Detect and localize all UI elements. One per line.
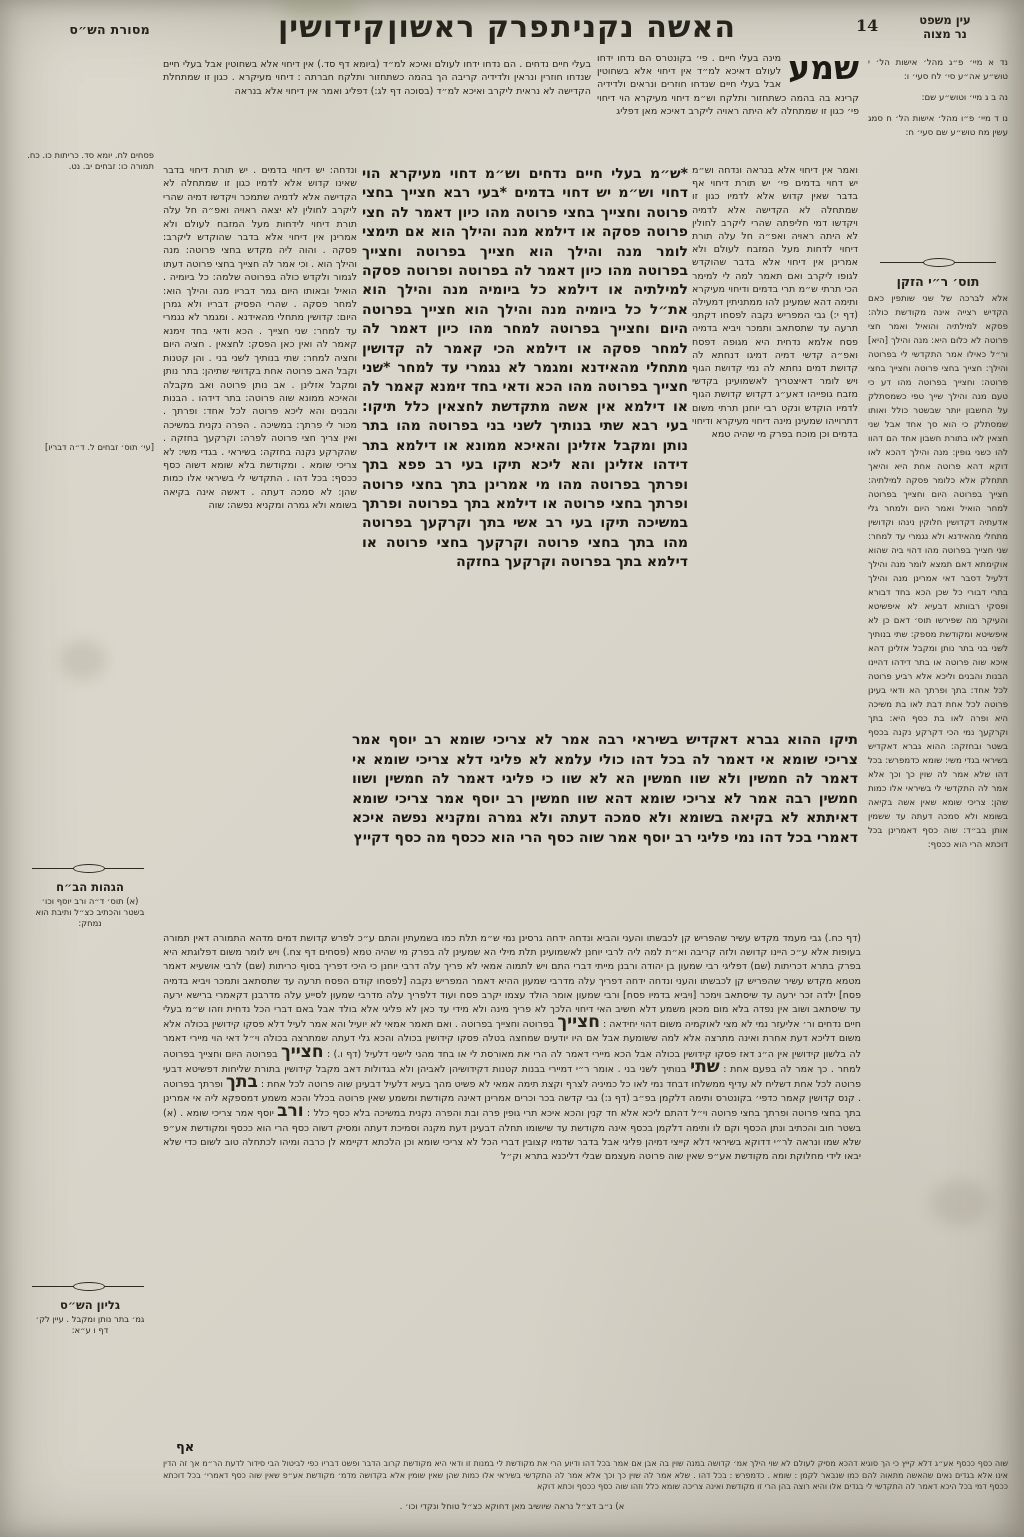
section-divider-ornament — [32, 864, 144, 872]
masoret-hashas-label: מסורת הש״ס — [69, 22, 150, 37]
bottom-overflow-text: שוה כסף ככסף אע״ג דלא קייץ כי הך סוגיא דהכא מסיק לעולם לא שוי הילך אמ׳ קדושה במנה שוין בה אבן אם אמר בכל דהו ודיוע הרי את מקודשת לי במנות זו ודאי היא מקודשת קרוב הדבר ופשט דבריו כפי לביטול הבי סידור לדעת הר״מ אך זה הדין אינו אלא בגדים נאים שהאשה מתאוה להם כמו שנבאר לקמן : שומא . כדמפרש : בכל דהו . שלא אמר לה שוין כך וכך אלא אמר לה התקדשי בשיראי אלו כמות שהן שאין שומין אלא בקדושה מדמ׳ מקודשת אע״פ שאין שוה כסף דאמרי׳ בכל דוכתא ככסף דמי בכל היכא דאמר לה התקדשי לי בגדים אלו והיא רוצה בהן הרי זו מקודשת ואינה צריכה שומא כלל וזהו שוה כסף ככסף וכתא דוקא — [163, 1459, 1008, 1492]
ein-mishpat-label — [893, 13, 997, 41]
title-tractate-part: האשה נקנית — [551, 10, 736, 45]
printer-footnote: א) נ״ב דצ״ל נראה שיושיב מאן דחוקא כצ״ל טוחל ונקדי וכו׳ . — [399, 1502, 625, 1512]
tosafot-rid-text: אלא לברכה של שני שותפין כאם הקדיש רצייה אינה מקודשת כולה: פסקא למילתיה והואיל ואמר חצי פרוטה לא כלום היא: מנה והילך [היא] ור״ל כאילו אמר התקדשי לי בפרוטה והילך: חצייך בחצי פרוטה וחצייך בחצי פרוטה: וחצייך בפרוטה מהו דע כי טעם מנה והילך שייך טפי כשמסתלק על החשבון יותר שבשטר כולל ואותו שמסתלק כי הוא סך אחד אבל שני חצאין לאו בתורת חשבון אחד הם דהוו להו כשני גופין: מנה והילך דהכא לאו דוקא דהא פרוטה אחת היא והיאך תתחלק אלא כלומר פסקה למילתיה: חצייך בפרוטה היום וחצייך בפרוטה למחר הואיל ואמר היום ולמחר גלי אדעתיה דקדושין חלוקין נינהו וקדושין מתחלי מהאידנא ולא נגמרי עד למחר: שני חצייך בפרוטה מהו דהוי ביה שהוא אוקימתא דאם תמצא לומר מנה והילך דלעיל דסבר דאי אמרינן מנה והילך בתרי דבורי כל שכן הכא בחד דבורא ופסקי רבוותא דבעיא לא איפשיטא והעיקר מה שפירשו תוס׳ דאם כן לא איפשיטא ומקודשת מספק: שתי בנותיך לשני בני בתר נותן ומקבל אזלינן דהא איכא שוה פרוטה או בתר דידהו דהיינו הבנות והבנים וליכא אלא רביע פרוטה לכל אחד: בתך ופרתך הא ודאי בעינן פרוטה לכל אחת דבת לאו בת משיכה היא ופרה לאו בת כסף היא: בתך וקרקעך נמי הכי דקרקע נקנה בכסף בשטר ובחזקה: ההוא גברא דאקדיש בשיראי בגדי משי: שומא כדמפרש: בכל דהו שלא אמר לה שוין כך וכך אלא אמר לה התקדשי לי בשיראי אלו כמות שהן: צריכי שומא שאין אשה בקיאה בשומא ולא סמכה דעתה עד ששמין אותן בב״ד: שוה כסף דאמרינן בכל דוכתא הרי הוא ככסף: — [868, 294, 1008, 850]
section-divider-ornament — [32, 1282, 144, 1290]
ein-mishpat-entry: נו ד מיי׳ פ״ו מהל׳ אישות הל׳ ח סמג עשין מח טוש״ע שם סעי׳ ח: — [868, 114, 1008, 138]
tosafot-top-block — [597, 52, 859, 162]
tosafot-bottom-block: (דף כח.) גבי מעמד מקדש עשיר שהפריש קן לכבשתו והעני והביא ונדחה ידחה גרסינן נמי ש״מ תלת כמו בשמעתין והתם ע״כ לפרש קדושת דמים מדהא התמורה דאין תמורה בעופות אלא ע״כ היינו קדושה ולזה קריבה וא״ת למה ליה לרבי יוחנן לאשמועינן תלת מילי הא שמעינן לה בפרק מי שהיה טמא (פסחים דף צח.) ויש לומר משום דפלוגתא היא בפרק בתרא דכריתות (שם) דפליגי רבי שמעון בן יהודה ורבנן מייתי דברי התם ויש לתמוה אמאי לא פריך עלה דרבי יוחנן כי היכי דפריך בסוף כריתות (שם) לרבי אושעיא דאמר מטמא מקדש עשיר שהפריש קן לכבשתו והעני ונדחה ידחה דפריך עלה מדרבי שמעון ההיא דאמר המפריש נקבה [לפסחו קודם הפסח תרעה עד שתסתאב ותמכר ויביא בדמיה פסח] ילדה זכר ירעה עד שיסתאב וימכר [ויביא בדמיו פסח] ורבי שמעון אומר הולד עצמו יקרב פסח ועוד דלפריך עלה מדרבי שמעון לסייע עלה מדרבנן דקאמרי ברישא ירעה עד שיסתאב ושוב אין נפדה בלא מום מכאן משמע דלא חשיב האי דיחוי הלכך לא פריך מינה ולא מידי עד כאן לא פליגי אלא בולד אבל באם דברי הכל נדחית וזהו ש״מ בעלי חיים נדחים ור׳ אליעזר נמי לא מצי לאוקמיה משום דהוי יחידאה : חצייך בפרוטה וחצייך בפרוטה . ואם תאמר אמאי לא יועיל והא אמר לעיל דלא פסקו קידושין בכולה אלא משום דליכא דעת אחרת ואינה מתרצה אלא למה ששומעת אבל אם היו יודעים שמחצה בטלה פסקו קידושין בכולה והכא גלי דעתה שמתרצה בכולה וי״ל דאי הוי מיירי דאמר לה בלשון קידושין אין ה״נ דאז פסקו קידושין בכולה אבל הכא מיירי דאמר לה הרי את מאורסת לי או בחד מהני לישני דלעיל (דף ו.) : חצייך בפרוטה היום וחצייך בפרוטה למחר . כך אמר לה בפעם אחת : שתי בנותיך לשני בני . אומר ר״י דמיירי בבנות קטנות דקידושיהן לאביהן ולא בגדולות דאב מקבל קידושין בתורת שליחות דפשיטא דבעי פרוטה לכל אחת דשליח לא עדיף ממשלחו דבחד נמי לאו כל כמיניה לצרף וקצת תימה אמאי לא פשיט מהך בעיא דלעיל דבעינן שוה פרוטה לכל אחת : בתך ופרתך בפרוטה . קנס קדושין קאמר כדפי׳ בקונטרס ותימה דלקמן בפ״ב (דף נ:) גבי קדשה בכר וכרים אמרינן דאינה מקודשת ומשמע שאין פרוטה בכלל והכא משמע דמספקא ליה אי אמרינן בתך בחצי פרוטה ופרתך בחצי פרוטה וי״ל דהתם ליכא אלא חד קנין והכא איכא תרי גופין פרה ובת והפרה נקנית במשיכה בלא כסף כלל : ורב יוסף אמר צריכי שומא . (א) בשטר חוב והכתיב ונתן הכסף וקם לו ותימה דלקמן בכסף אינה מקודשת עד שישומו תחלה דבעינן דעת מקנה וסמיכת דעתה ומסיק דשוה כסף הרי הוא ככסף ומקודשת אע״פ שלא שמו ונראה לר״י דדוקא בשיראי דלא קייצי דמיהן פליגי אבל בדבר שדמיו קצובין דברי הכל לא צריכי שומא וכן הלכתא דקיימא לן כרבה ומיהו לכתחלה טוב לשום כדי שלא יבאו לידי מחלוקת ומה מקודשת אע״פ שאין שוה פרוטה מעצמם שבלי דליכנא בתרא וק״ל — [163, 933, 861, 1163]
gilyon-hashas-heading: גליון הש״ס — [60, 1298, 120, 1312]
page-title — [278, 10, 736, 45]
hagahot-habach-text: (א) תוס׳ ד״ה ורב יוסף וכו׳ בשטר והכתיב כצ״ל ותיבת הוא נמחק: — [35, 896, 145, 928]
scan-stain — [60, 640, 106, 680]
tosafot-rid-heading: תוס׳ ר״י הזקן — [896, 274, 980, 289]
ein-mishpat-entry: נה ב ג מיי׳ וטוש״ע שם: — [921, 93, 1008, 103]
masoret-gloss-note: [עי׳ תוס׳ זבחים ל. ד״ה דבריו] — [45, 442, 154, 452]
gilyon-hashas-text: גמ׳ בתר נותן ומקבל . עיין לק׳ דף ו ע״א: — [35, 1314, 145, 1335]
masoret-refs-note: פסחים לח. יומא סד. כריתות כו. כח. תמורה כו: זבחים יב. נט. — [27, 150, 154, 171]
tosafot-top-text: מינה בעלי חיים . פי׳ בקונטרס הם נדחו ידחו לעולם דאיכא למ״ד אין דיחוי אלא בשחוטין אבל בעלי חיים שנדחו חוזרים ונראים ולדידיה קרינא בה בהמה כשתחזור ותלקח וש״מ דיחוי מעיקרא הוי דיחוי פי׳ כגון זו שמתחלה לא היתה ראויה ליקרב דאיכא מאן דפליג — [597, 53, 859, 117]
ein-mishpat-entry: נד א מיי׳ פ״ג מהל׳ אישות הל׳ י טוש״ע אה״ע סי׳ לח סעי׳ ו: — [868, 58, 1008, 82]
gemara-column: *ש״מ בעלי חיים נדחים וש״מ דחוי מעיקרא הוי דחוי וש״מ יש דחוי בדמים *בעי רבא חצייך בחצי פרוטה וחצייך בחצי פרוטה מהו כיון דאמר לה חצי פרוטה פסקה או דילמא מנה והילך הוא אם תימצי לומר מנה והילך הוא חצייך בפרוטה וחצייך בפרוטה מהו כיון דאמר לה בפרוטה ופרוטה פסקה למילתיה או דילמא כל ביומיה מנה והילך הוא את״ל כל ביומיה מנה והילך הוא חצייך בפרוטה היום וחצייך בפרוטה למחר מהו כיון דאמר לה למחר פסקה או דילמא הכי קאמר לה קדושין מתחלי מהאידנא ומגמר לא נגמרי עד למחר *שני חצייך בפרוטה מהו הכא ודאי בחד זימנא קאמר לה או דילמא אין אשה מתקדשת לחצאין כלל תיקו: בעי רבא שתי בנותיך לשני בני בפרוטה מהו בתר נותן ומקבל אזלינן והאיכא ממונא או דילמא בתר דידהו אזלינן והא ליכא תיקו בעי רב פפא בתך ופרתך בפרוטה מהו מי אמרינן בתך בחצי פרוטה ופרתך בחצי פרוטה או דילמא בתך בפרוטה ופרתך במשיכה תיקו בעי רב אשי בתך וקרקעך בפרוטה מהו בתך בחצי פרוטה וקרקעך בחצי פרוטה או דילמא בתך בפרוטה וקרקעך בחזקה — [362, 166, 688, 571]
rashi-column: ונדחה: יש דיחוי בדמים . יש תורת דיחוי בדבר שאינו קדוש אלא לדמיו כגון זו שמתחלה לא הקדישה אלא לדמיה שתמכר ויקדשו דמיה שהרי ליקרב לחולין לא יצאה ראויה ואפ״ה חל עלה תורת דיחוי לידחות מעל המזבח לעולם ולא אמרינן אין דיחוי אלא בדבר שהוקדש ליקרב: פסקה . והוה ליה מקדש בחצי פרוטה: מנה והילך הוא . וכי אמר לה חצייך בחצי פרוטה דעתו לגמור ולקדש כולה בפרוטה שלמה: כל ביומיה . הואיל ובאותו היום גמר דבריו מנה והילך הוא: למחר פסקה . שהרי הפסיק דבריו ולא גמרן היום: קדושין מתחלי מהאידנא . ומגמר לא נגמרי עד למחר: שני חצייך . הכא ודאי בחד זימנא קאמר לה ואין כאן הפסק: לחצאין . חציה היום וחציה למחר: שתי בנותיך לשני בני . והן קטנות וקבל האב פרוטה אחת בקדושי שתיהן: בתר נותן ומקבל אזלינן . אב נותן פרוטה ואב מקבלה והאיכא ממונא שוה פרוטה: בתר דידהו . הבנות והבנים והא ליכא פרוטה לכל אחד: ופרתך . מכור לי פרתך: במשיכה . הפרה נקנית במשיכה ואין צריך חצי פרוטה לפרה: וקרקעך בחזקה . שהקרקע נקנה בחזקה: בשיראי . בגדי משי: לא צריכי שומא . ומקודשת בלא שומא דשוה כסף ככסף: בכל דהו . התקדשי לי בשיראי אלו כמות שהן: לא סמכה דעתה . דאשה אינה בקיאה בשומא ולא גמרה ומקניא נפשה: שוה — [163, 165, 357, 512]
title-chapter-part: פרק ראשון — [387, 10, 550, 45]
gemara-wide-block: תיקו ההוא גברא דאקדיש בשיראי רבה אמר לא צריכי שומא רב יוסף אמר צריכי שומא אי דאמר לה בכל דהו כולי עלמא לא פליגי דלא צריכי שומא אי דאמר לה חמשין ולא שוו חמשין הא לא שוו כי פליגי דאמר לה חמשין ושוו חמשין רבה אמר לא צריכי שומא דהא שוו חמשין רב יוסף אמר צריכי שומא דאיתתא לא בקיאה בשומא ולא סמכה דעתה ולא גמרה ומקניא נפשה איכא דאמרי בכל דהו נמי פליגי רב יוסף אמר שוה כסף הרי הוא ככסף מה כסף דקייץ — [352, 732, 858, 846]
rashi-top-block: בעלי חיים נדחים . הם נדחו ידחו לעולם ואיכא למ״ד (ביומא דף סד.) אין דיחוי אלא בשחוטין אבל בעלי חיים שנדחו חוזרין ונראין ולדידיה קריבה הך בהמה כשתחזור ותלקח חברתה : דיחוי מעיקרא . כגון זו שמתחלת הקדישה לא נראית ליקרב ואיכא למ״ד (בסוכה דף לג:) דפליג ואמר אין דיחוי אלא בנראה — [163, 59, 591, 97]
section-divider-ornament — [880, 258, 996, 266]
page-number: 14 — [856, 16, 879, 35]
hagahot-habach-heading: הגהות הב״ח — [56, 880, 124, 894]
ein-mishpat-label-line1: עין משפט — [919, 13, 971, 27]
ein-mishpat-label-line2: נר מצוה — [923, 27, 967, 41]
ein-mishpat-entries — [868, 56, 1008, 256]
tosafot-column: ואמר אין דיחוי אלא בנראה ונדחה וש״מ יש דחוי בדמים פי׳ יש תורת דיחוי אף בדבר שאין קדוש אלא לדמיו כגון זו שמתחלה לא הקדישה אלא לדמיה ויקדשו דמי חליפתה שהרי ליקרב לחולין לא היתה ראויה ואפ״ה חל עלה תורת דיחוי לדחות מעל המזבח לעולם ולא אמרינן אין דיחוי אלא בדבר שהוקדש לגופו ליקרב ואם תאמר למה לי למימר הכי תרתי ש״מ תרי בדמים ודיחוי מעיקרא ותימה דהא שמעינן להו ממתניתין דמעילה (דף י:) גבי המפריש נקבה לפסחו דקתני תרעה עד שתסתאב ותמכר ויביא בדמיה פסח אלמא נדחית היא מגופה דפסח ואפ״ה קדשי דמיה דמיגו דנחתא לה קדושת דמים נחתא לה נמי קדושת הגוף ויש לומר דאיצטריך לאשמועינן בקדשי מזבח גופייהו דאע״ג דקדוש קדושת הגוף לדמיו הוקדש ונקט רבי יוחנן תרתי משום דתרוייהו שמעינן מינה דיחוי מעיקרא ודיחוי בדמים וכן מוכח בפרק מי שהיה טמא — [692, 165, 858, 441]
title-masechet-part: קידושין — [278, 10, 386, 45]
gemara-catchword: אף — [176, 1440, 195, 1455]
tosafot-opening-word: שמע — [788, 52, 859, 87]
